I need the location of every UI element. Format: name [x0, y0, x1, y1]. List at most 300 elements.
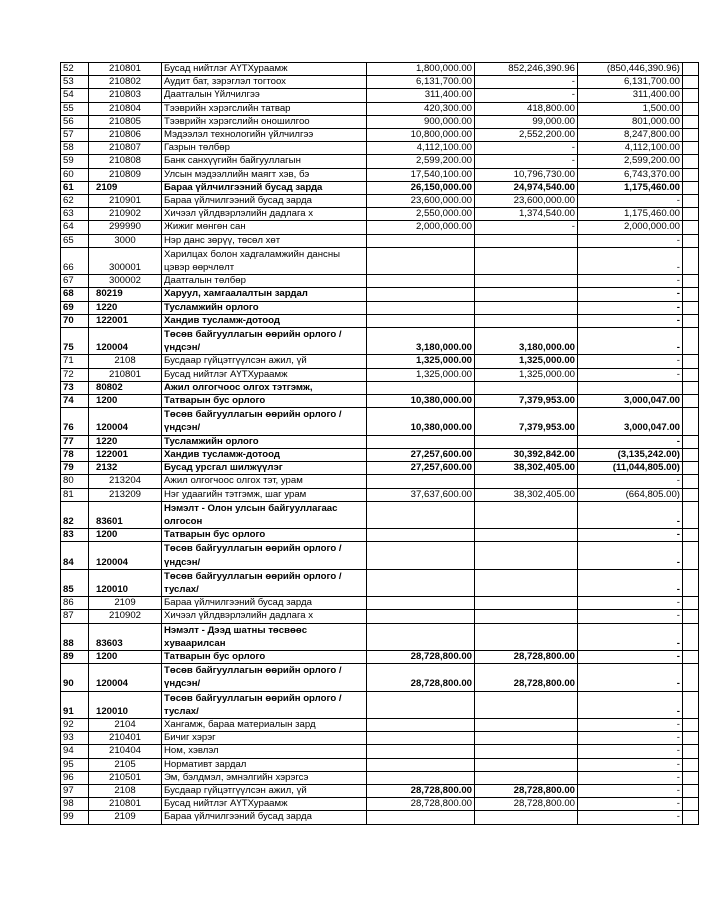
difference-amount: -	[578, 784, 683, 797]
row-number: 91	[61, 691, 89, 718]
account-name: Нэмэлт - Олон улсын байгууллагаас олгосон	[162, 501, 367, 528]
budget-amount: 27,257,600.00	[367, 448, 475, 461]
account-name: Банк санхүүгийн байгууллагын	[162, 155, 367, 168]
account-code: 120004	[89, 542, 162, 569]
budget-amount: 28,728,800.00	[367, 664, 475, 691]
difference-amount: 6,131,700.00	[578, 76, 683, 89]
difference-amount: -	[578, 811, 683, 824]
row-number: 71	[61, 355, 89, 368]
difference-amount: 1,500.00	[578, 102, 683, 115]
empty-cell	[683, 102, 699, 115]
table-row	[61, 63, 699, 76]
table-row	[61, 745, 699, 758]
budget-amount	[367, 501, 475, 528]
actual-amount	[475, 234, 578, 247]
account-name: Бусад урсгал шилжүүлэг	[162, 462, 367, 475]
account-code: 120004	[89, 664, 162, 691]
difference-amount: -	[578, 732, 683, 745]
account-code: 210902	[89, 610, 162, 623]
row-number: 65	[61, 234, 89, 247]
account-name: Төсөв байгууллагын өөрийн орлого /үндсэн/	[162, 542, 367, 569]
actual-amount	[475, 529, 578, 542]
account-code: 210801	[89, 63, 162, 76]
budget-amount	[367, 529, 475, 542]
budget-amount	[367, 435, 475, 448]
account-name: Хандив тусламж-дотоод	[162, 448, 367, 461]
empty-cell	[683, 758, 699, 771]
table-row	[61, 623, 699, 650]
empty-cell	[683, 129, 699, 142]
difference-amount: -	[578, 288, 683, 301]
account-name: Даатгалын Үйлчилгээ	[162, 89, 367, 102]
row-number: 79	[61, 462, 89, 475]
account-code: 2132	[89, 462, 162, 475]
row-number: 63	[61, 208, 89, 221]
account-name: Тусламжийн орлого	[162, 435, 367, 448]
difference-amount: 2,000,000.00	[578, 221, 683, 234]
budget-amount	[367, 314, 475, 327]
actual-amount: -	[475, 155, 578, 168]
empty-cell	[683, 811, 699, 824]
difference-amount	[578, 381, 683, 394]
row-number: 61	[61, 181, 89, 194]
actual-amount	[475, 288, 578, 301]
actual-amount: 1,374,540.00	[475, 208, 578, 221]
empty-cell	[683, 195, 699, 208]
difference-amount: -	[578, 195, 683, 208]
row-number: 60	[61, 168, 89, 181]
row-number: 53	[61, 76, 89, 89]
empty-cell	[683, 115, 699, 128]
difference-amount: -	[578, 368, 683, 381]
account-code: 1200	[89, 650, 162, 663]
budget-amount: 3,180,000.00	[367, 328, 475, 355]
table-row	[61, 650, 699, 663]
row-number: 88	[61, 623, 89, 650]
actual-amount: 3,180,000.00	[475, 328, 578, 355]
empty-cell	[683, 718, 699, 731]
table-row	[61, 288, 699, 301]
row-number: 55	[61, 102, 89, 115]
difference-amount: -	[578, 435, 683, 448]
budget-amount: 28,728,800.00	[367, 650, 475, 663]
empty-cell	[683, 208, 699, 221]
account-code: 120004	[89, 408, 162, 435]
empty-cell	[683, 732, 699, 745]
difference-amount: -	[578, 745, 683, 758]
row-number: 97	[61, 784, 89, 797]
account-code: 122001	[89, 314, 162, 327]
actual-amount	[475, 610, 578, 623]
account-code: 83603	[89, 623, 162, 650]
budget-amount	[367, 623, 475, 650]
budget-amount	[367, 381, 475, 394]
actual-amount	[475, 275, 578, 288]
account-code: 2105	[89, 758, 162, 771]
empty-cell	[683, 368, 699, 381]
actual-amount	[475, 569, 578, 596]
budget-amount: 28,728,800.00	[367, 784, 475, 797]
row-number: 74	[61, 395, 89, 408]
budget-amount: 10,380,000.00	[367, 395, 475, 408]
account-code: 210401	[89, 732, 162, 745]
table-row	[61, 328, 699, 355]
account-code: 2104	[89, 718, 162, 731]
account-code: 3000	[89, 234, 162, 247]
account-code: 120010	[89, 691, 162, 718]
account-name: Бараа үйлчилгээний бусад зарда	[162, 597, 367, 610]
empty-cell	[683, 664, 699, 691]
account-name: Хангамж, бараа материалын зард	[162, 718, 367, 731]
empty-cell	[683, 597, 699, 610]
empty-cell	[683, 395, 699, 408]
table-row	[61, 115, 699, 128]
table-row	[61, 381, 699, 394]
budget-amount	[367, 691, 475, 718]
actual-amount: 38,302,405.00	[475, 462, 578, 475]
difference-amount: (850,446,390.96)	[578, 63, 683, 76]
account-name: Хичээл үйлдвэрлэлийн дадлага х	[162, 208, 367, 221]
empty-cell	[683, 623, 699, 650]
row-number: 58	[61, 142, 89, 155]
account-code: 210807	[89, 142, 162, 155]
account-name: Нэр данс зөрүү, төсөл хөт	[162, 234, 367, 247]
row-number: 90	[61, 664, 89, 691]
budget-amount	[367, 811, 475, 824]
actual-amount: 10,796,730.00	[475, 168, 578, 181]
empty-cell	[683, 475, 699, 488]
difference-amount: 3,000,047.00	[578, 395, 683, 408]
actual-amount: 24,974,540.00	[475, 181, 578, 194]
budget-amount: 420,300.00	[367, 102, 475, 115]
empty-cell	[683, 650, 699, 663]
account-code: 2109	[89, 181, 162, 194]
empty-cell	[683, 771, 699, 784]
account-name: Бусад нийтлэг АҮТХураамж	[162, 368, 367, 381]
difference-amount: 2,599,200.00	[578, 155, 683, 168]
account-code: 83601	[89, 501, 162, 528]
difference-amount: 3,000,047.00	[578, 408, 683, 435]
row-number: 78	[61, 448, 89, 461]
row-number: 73	[61, 381, 89, 394]
account-code: 122001	[89, 448, 162, 461]
difference-amount: 1,175,460.00	[578, 181, 683, 194]
table-row	[61, 784, 699, 797]
actual-amount	[475, 301, 578, 314]
budget-amount: 37,637,600.00	[367, 488, 475, 501]
difference-amount: -	[578, 275, 683, 288]
account-name: Аудит бат, зэрэглэл тогтоох	[162, 76, 367, 89]
empty-cell	[683, 488, 699, 501]
row-number: 95	[61, 758, 89, 771]
budget-amount: 2,550,000.00	[367, 208, 475, 221]
difference-amount: 311,400.00	[578, 89, 683, 102]
empty-cell	[683, 435, 699, 448]
table-row	[61, 76, 699, 89]
empty-cell	[683, 542, 699, 569]
account-code: 2108	[89, 784, 162, 797]
table-row	[61, 488, 699, 501]
difference-amount: (3,135,242.00)	[578, 448, 683, 461]
budget-amount	[367, 542, 475, 569]
difference-amount: -	[578, 355, 683, 368]
row-number: 68	[61, 288, 89, 301]
row-number: 94	[61, 745, 89, 758]
account-code: 210808	[89, 155, 162, 168]
row-number: 52	[61, 63, 89, 76]
empty-cell	[683, 798, 699, 811]
account-code: 1220	[89, 435, 162, 448]
account-name: Хандив тусламж-дотоод	[162, 314, 367, 327]
budget-amount: 23,600,000.00	[367, 195, 475, 208]
account-code: 1200	[89, 529, 162, 542]
difference-amount: (11,044,805.00)	[578, 462, 683, 475]
actual-amount	[475, 771, 578, 784]
budget-amount	[367, 247, 475, 274]
table-row	[61, 771, 699, 784]
account-name: Татварын бус орлого	[162, 529, 367, 542]
budget-table	[60, 62, 699, 825]
budget-amount: 27,257,600.00	[367, 462, 475, 475]
budget-amount	[367, 475, 475, 488]
difference-amount: -	[578, 610, 683, 623]
budget-amount: 10,800,000.00	[367, 129, 475, 142]
difference-amount: 801,000.00	[578, 115, 683, 128]
table-row	[61, 501, 699, 528]
account-name: Улсын мэдээллийн маягт хэв, бэ	[162, 168, 367, 181]
row-number: 56	[61, 115, 89, 128]
account-code: 299990	[89, 221, 162, 234]
row-number: 96	[61, 771, 89, 784]
budget-amount	[367, 275, 475, 288]
table-row	[61, 102, 699, 115]
actual-amount: -	[475, 89, 578, 102]
actual-amount: 1,325,000.00	[475, 368, 578, 381]
empty-cell	[683, 610, 699, 623]
empty-cell	[683, 247, 699, 274]
row-number: 84	[61, 542, 89, 569]
actual-amount	[475, 718, 578, 731]
empty-cell	[683, 462, 699, 475]
budget-amount: 28,728,800.00	[367, 798, 475, 811]
actual-amount: -	[475, 142, 578, 155]
table-row	[61, 142, 699, 155]
difference-amount: -	[578, 623, 683, 650]
row-number: 59	[61, 155, 89, 168]
table-row	[61, 301, 699, 314]
account-name: Төсөв байгууллагын өөрийн орлого /үндсэн/	[162, 664, 367, 691]
actual-amount: 7,379,953.00	[475, 395, 578, 408]
account-name: Татварын бус орлого	[162, 395, 367, 408]
budget-amount	[367, 301, 475, 314]
table-row	[61, 355, 699, 368]
table-row	[61, 732, 699, 745]
row-number: 98	[61, 798, 89, 811]
account-name: Төсөв байгууллагын өөрийн орлого /үндсэн/	[162, 328, 367, 355]
actual-amount: 28,728,800.00	[475, 650, 578, 663]
account-code: 120004	[89, 328, 162, 355]
table-row	[61, 368, 699, 381]
account-name: Нэмэлт - Дээд шатны төсвөөс хуваарилсан	[162, 623, 367, 650]
empty-cell	[683, 168, 699, 181]
account-name: Газрын төлбөр	[162, 142, 367, 155]
account-code: 210802	[89, 76, 162, 89]
budget-amount	[367, 569, 475, 596]
table-row	[61, 811, 699, 824]
actual-amount	[475, 758, 578, 771]
account-name: Хичээл үйлдвэрлэлийн дадлага х	[162, 610, 367, 623]
table-row	[61, 475, 699, 488]
empty-cell	[683, 381, 699, 394]
row-number: 75	[61, 328, 89, 355]
account-name: Бусдаар гүйцэтгүүлсэн ажил, үй	[162, 355, 367, 368]
actual-amount	[475, 623, 578, 650]
row-number: 86	[61, 597, 89, 610]
empty-cell	[683, 529, 699, 542]
difference-amount: -	[578, 247, 683, 274]
budget-amount: 2,000,000.00	[367, 221, 475, 234]
difference-amount: 6,743,370.00	[578, 168, 683, 181]
budget-amount: 2,599,200.00	[367, 155, 475, 168]
difference-amount: 8,247,800.00	[578, 129, 683, 142]
actual-amount: 99,000.00	[475, 115, 578, 128]
actual-amount	[475, 247, 578, 274]
account-code: 300001	[89, 247, 162, 274]
empty-cell	[683, 501, 699, 528]
budget-amount	[367, 758, 475, 771]
row-number: 80	[61, 475, 89, 488]
table-row	[61, 168, 699, 181]
row-number: 54	[61, 89, 89, 102]
account-code: 210803	[89, 89, 162, 102]
table-row	[61, 89, 699, 102]
difference-amount: -	[578, 475, 683, 488]
budget-amount: 900,000.00	[367, 115, 475, 128]
account-name: Бусад нийтлэг АҮТХураамж	[162, 63, 367, 76]
difference-amount: 4,112,100.00	[578, 142, 683, 155]
empty-cell	[683, 89, 699, 102]
account-code: 210801	[89, 798, 162, 811]
actual-amount: 28,728,800.00	[475, 664, 578, 691]
empty-cell	[683, 63, 699, 76]
empty-cell	[683, 784, 699, 797]
account-name: Бараа үйлчилгээний бусад зарда	[162, 181, 367, 194]
account-code: 80219	[89, 288, 162, 301]
account-name: Тээврийн хэрэгслийн оношилгоо	[162, 115, 367, 128]
empty-cell	[683, 408, 699, 435]
account-name: Бичиг хэрэг	[162, 732, 367, 745]
account-code: 210404	[89, 745, 162, 758]
row-number: 70	[61, 314, 89, 327]
account-name: Төсөв байгууллагын өөрийн орлого /үндсэн/	[162, 408, 367, 435]
actual-amount	[475, 691, 578, 718]
row-number: 62	[61, 195, 89, 208]
table-row	[61, 275, 699, 288]
actual-amount: 852,246,390.96	[475, 63, 578, 76]
row-number: 57	[61, 129, 89, 142]
difference-amount: -	[578, 664, 683, 691]
empty-cell	[683, 142, 699, 155]
account-name: Бусад нийтлэг АҮТХураамж	[162, 798, 367, 811]
difference-amount: -	[578, 501, 683, 528]
actual-amount: 28,728,800.00	[475, 798, 578, 811]
table-row	[61, 798, 699, 811]
budget-amount: 1,800,000.00	[367, 63, 475, 76]
budget-amount	[367, 732, 475, 745]
table-row	[61, 569, 699, 596]
account-name: Ажил олгогчоос олгох тэт, урам	[162, 475, 367, 488]
actual-amount	[475, 745, 578, 758]
row-number: 81	[61, 488, 89, 501]
actual-amount: 30,392,842.00	[475, 448, 578, 461]
account-name: Төсөв байгууллагын өөрийн орлого /туслах/	[162, 691, 367, 718]
table-row	[61, 542, 699, 569]
row-number: 76	[61, 408, 89, 435]
account-name: Бараа үйлчилгээний бусад зарда	[162, 811, 367, 824]
table-row	[61, 181, 699, 194]
actual-amount	[475, 314, 578, 327]
table-row	[61, 208, 699, 221]
budget-amount: 6,131,700.00	[367, 76, 475, 89]
row-number: 93	[61, 732, 89, 745]
actual-amount: 1,325,000.00	[475, 355, 578, 368]
table-row	[61, 247, 699, 274]
row-number: 92	[61, 718, 89, 731]
difference-amount: -	[578, 718, 683, 731]
difference-amount: -	[578, 650, 683, 663]
budget-amount	[367, 234, 475, 247]
budget-amount: 4,112,100.00	[367, 142, 475, 155]
account-name: Бараа үйлчилгээний бусад зарда	[162, 195, 367, 208]
account-code: 300002	[89, 275, 162, 288]
account-name: Эм, бэлдмэл, эмнэлгийн хэрэгсэ	[162, 771, 367, 784]
empty-cell	[683, 691, 699, 718]
account-code: 2109	[89, 597, 162, 610]
table-row	[61, 718, 699, 731]
account-code: 210901	[89, 195, 162, 208]
row-number: 87	[61, 610, 89, 623]
budget-amount	[367, 610, 475, 623]
account-name: Даатгалын төлбөр	[162, 275, 367, 288]
table-row	[61, 314, 699, 327]
account-code: 210809	[89, 168, 162, 181]
table-row	[61, 597, 699, 610]
actual-amount	[475, 597, 578, 610]
account-code: 213209	[89, 488, 162, 501]
account-code: 1200	[89, 395, 162, 408]
actual-amount: 418,800.00	[475, 102, 578, 115]
budget-amount: 26,150,000.00	[367, 181, 475, 194]
table-row	[61, 448, 699, 461]
budget-amount	[367, 288, 475, 301]
difference-amount: -	[578, 569, 683, 596]
difference-amount: -	[578, 691, 683, 718]
account-name: Харилцах болон хадгаламжийн дансны цэвэр өөрчлөлт	[162, 247, 367, 274]
actual-amount	[475, 475, 578, 488]
table-row	[61, 234, 699, 247]
table-row	[61, 664, 699, 691]
difference-amount: -	[578, 771, 683, 784]
row-number: 77	[61, 435, 89, 448]
table-row	[61, 221, 699, 234]
account-name: Ном, хэвлэл	[162, 745, 367, 758]
account-code: 210804	[89, 102, 162, 115]
difference-amount: -	[578, 798, 683, 811]
difference-amount: (664,805.00)	[578, 488, 683, 501]
row-number: 69	[61, 301, 89, 314]
actual-amount	[475, 501, 578, 528]
account-name: Жижиг мөнгөн сан	[162, 221, 367, 234]
